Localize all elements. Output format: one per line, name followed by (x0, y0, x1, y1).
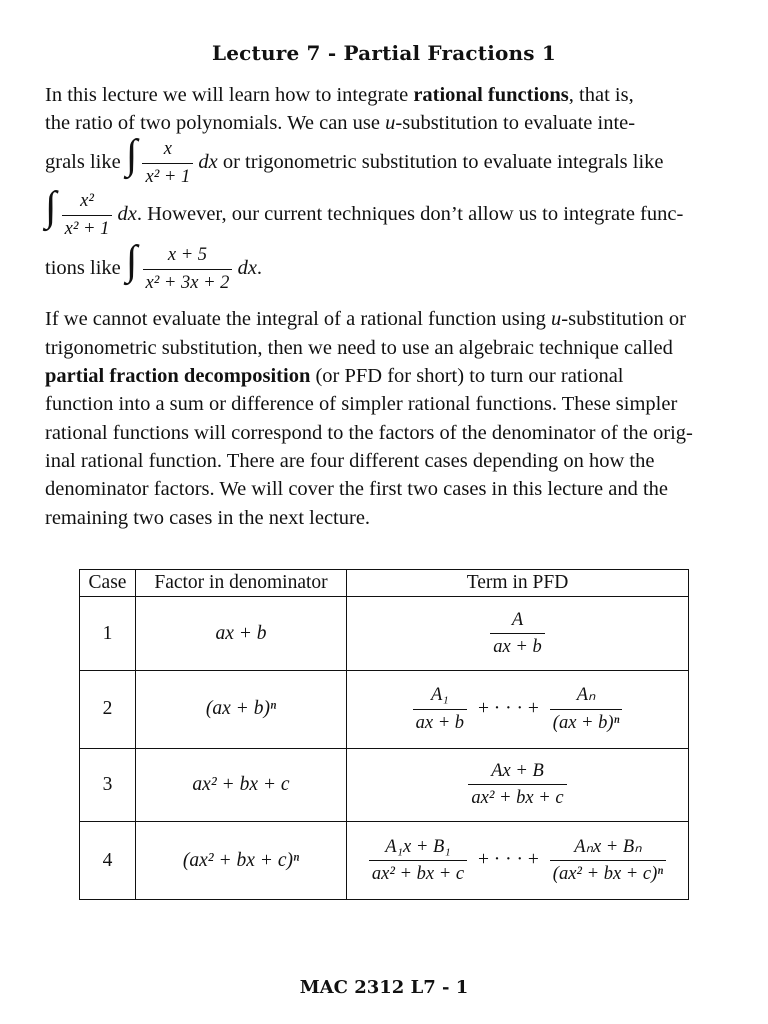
fraction: $\frac{\text{x²}}{\text{x² + 1}}$ (62, 191, 113, 239)
intro-text: or trigonometric substitution to evaluate integrals like (222, 151, 664, 173)
header-term: Term in PFD (347, 570, 689, 597)
intro-line-3: grals like ∫ $\frac{x}{\text{x² + 1}}$ dx or trigonometric substitution to evaluate integrals like (45, 132, 664, 187)
pfd-cell: $\frac{\text{A₁}}{ax + b}$ + · · · + $\frac{\text{Aₙ}}{\text{(ax + b)ⁿ}}$ (347, 670, 689, 748)
factor-cell: (ax² + bx + c)ⁿ (136, 822, 347, 900)
integral-sign: ∫ (125, 132, 138, 178)
intro-line-1 (45, 84, 724, 107)
pfd-cell: $\frac{\text{A₁x + B₁}}{\text{ax² + bx + c}}$ + · · · + $\frac{\text{Aₙx + Bₙ}}{\text{(ax² + bx + c)ⁿ}}$ (347, 822, 689, 900)
header-factor: Factor in denominator (136, 570, 347, 597)
table-row (80, 670, 689, 748)
case-cell: 4 (80, 822, 136, 900)
intro-line-2 (45, 112, 724, 135)
factor-cell: ax + b (136, 597, 347, 671)
rational-functions-term: rational functions (413, 84, 569, 106)
table-row (80, 597, 689, 671)
para2-line-4: function into a sum or difference of simpler rational functions. These simpler (45, 393, 678, 415)
factor-cell: (ax + b)ⁿ (136, 670, 347, 748)
table-header-row (80, 570, 689, 597)
intro-text: grals like (45, 151, 121, 173)
integral-sign: ∫ (45, 184, 57, 230)
table-row (80, 748, 689, 822)
case-cell: 2 (80, 670, 136, 748)
factor-cell: ax² + bx + c (136, 748, 347, 822)
page-title: Lecture 7 - Partial Fractions 1 (211, 41, 557, 65)
para2-line-8: remaining two cases in the next lecture. (45, 507, 371, 529)
pfd-cell: $\frac{A}{ax + b}$ (347, 597, 689, 671)
intro-text: tions like (45, 257, 121, 279)
page-footer: MAC 2312 L7 - 1 (299, 977, 469, 998)
para2-line-7: denominator factors. We will cover the first two cases in this lecture and the (45, 478, 669, 500)
para2-line-6: inal rational function. There are four different cases depending on how the (45, 450, 655, 472)
para2-line-1: If we cannot evaluate the integral of a rational function using u-substitution or (45, 308, 687, 330)
para2-line-5: rational functions will correspond to the factors of the denominator of the orig- (45, 422, 693, 444)
fraction: $\frac{x}{\text{x² + 1}}$ (142, 139, 193, 187)
pfd-cell: $\frac{Ax + B}{\text{ax² + bx + c}}$ (347, 748, 689, 822)
case-cell: 3 (80, 748, 136, 822)
table-row (80, 822, 689, 900)
para2-line-3: partial fraction decomposition (or PFD for short) to turn our rational (45, 365, 624, 387)
intro-text: In this lecture we will learn how to integrate rational functions, that is, (45, 84, 634, 106)
intro-line-5: tions like ∫ $\frac{x + 5}{\text{x² + 3x + 2}}$ dx. (45, 238, 263, 293)
intro-line-4: ∫ $\frac{\text{x²}}{\text{x² + 1}}$ dx. However, our current techniques don’t allow us to integrate func- (45, 184, 684, 239)
fraction: $\frac{x + 5}{\text{x² + 3x + 2}}$ (143, 245, 233, 293)
intro-text: . However, our current techniques don’t allow us to integrate func- (136, 203, 684, 225)
pfd-term: partial fraction decomposition (45, 365, 311, 387)
intro-text: the ratio of two polynomials. We can use u-substitution to evaluate inte- (45, 112, 636, 134)
header-case: Case (80, 570, 136, 597)
para2-line-2: trigonometric substitution, then we need to use an algebraic technique called (45, 337, 673, 359)
pfd-cases-table (79, 569, 689, 900)
case-cell: 1 (80, 597, 136, 671)
integral-sign: ∫ (125, 238, 138, 284)
